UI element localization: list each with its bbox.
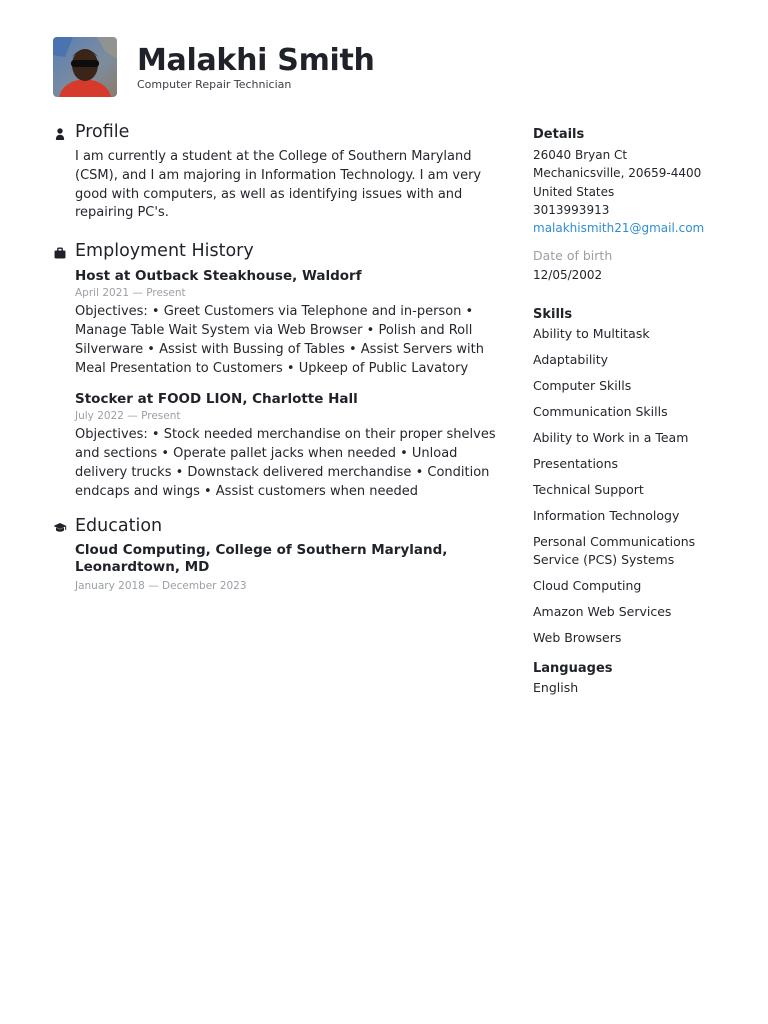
employment-heading: [53, 241, 508, 267]
skill-item: Ability to Work in a Team: [533, 429, 689, 445]
profile-summary: I am currently a student at the College of Southern Maryland (CSM), and I am majoring in Information Technology. I am very good with computers, as well as identifying issues with and repairing PC's.: [75, 149, 482, 221]
education-section: [53, 516, 508, 594]
employment-title: Employment History: [75, 241, 254, 262]
graduation-cap-icon: [53, 521, 67, 535]
skill-item: Personal Communications Service (PCS) Systems: [533, 533, 696, 567]
job-title: Stocker at FOOD LION, Charlotte Hall: [75, 391, 358, 408]
languages-section: [533, 659, 733, 697]
skill-item: Computer Skills: [533, 377, 632, 393]
briefcase-icon: [53, 246, 67, 260]
email-link[interactable]: malakhismith21@gmail.com: [533, 221, 705, 236]
skill-item: Ability to Multitask: [533, 325, 650, 341]
job-entry: [75, 390, 508, 501]
main-column: [53, 122, 508, 608]
language-item: English: [533, 679, 579, 695]
avatar: [53, 37, 117, 97]
skill-item: Technical Support: [533, 481, 644, 497]
languages-title: Languages: [533, 660, 613, 676]
education-entry: [75, 542, 508, 594]
profile-title: Profile: [75, 122, 130, 142]
candidate-name: Malakhi Smith: [137, 43, 375, 78]
job-description: Objectives: • Stock needed merchandise on their proper shelves and sections • Operate pallet jacks when needed • Unload delivery trucks • Downstack delivered merchandise • Condition endcaps and wings • Assist customers when needed: [75, 427, 496, 499]
education-heading: [53, 516, 508, 542]
person-icon: [53, 127, 67, 141]
skill-item: Amazon Web Services: [533, 603, 672, 619]
country: United States: [533, 184, 615, 199]
skill-item: Communication Skills: [533, 403, 668, 419]
skill-item: Web Browsers: [533, 629, 622, 645]
dob-value: 12/05/2002: [533, 268, 603, 283]
dob-label: Date of birth: [533, 248, 613, 264]
details-title: Details: [533, 127, 585, 142]
job-dates: July 2022 — Present: [75, 410, 181, 423]
skills-list: [533, 325, 733, 647]
skill-item: Presentations: [533, 455, 619, 471]
job-entry: [75, 267, 508, 378]
resume-header: [53, 37, 733, 97]
job-dates: April 2021 — Present: [75, 287, 186, 300]
skill-item: Information Technology: [533, 507, 680, 523]
education-degree: Cloud Computing, College of Southern Maryland, Leonardtown, MD: [75, 541, 448, 575]
details-section: [533, 125, 733, 285]
skill-item: Adaptability: [533, 351, 609, 367]
skills-title: Skills: [533, 306, 573, 322]
phone: 3013993913: [533, 202, 610, 217]
avatar-photo: [53, 37, 117, 97]
candidate-role: Computer Repair Technician: [137, 78, 292, 91]
sidebar: [533, 125, 733, 697]
profile-heading: [53, 122, 508, 148]
job-description: Objectives: • Greet Customers via Telephone and in-person • Manage Table Wait System via Web Browser • Polish and Roll Silverware • Assist with Bussing of Tables • Assist Servers with Meal Presentation to Customers • Upkeep of Public Lavatory: [75, 304, 484, 376]
address-line-1: 26040 Bryan Ct: [533, 148, 628, 162]
education-dates: January 2018 — December 2023: [75, 579, 247, 592]
education-title: Education: [75, 515, 163, 536]
address-line-2: Mechanicsville, 20659-4400: [533, 166, 702, 181]
skill-item: Cloud Computing: [533, 577, 642, 593]
skills-section: [533, 305, 733, 647]
employment-section: [53, 241, 508, 501]
job-title: Host at Outback Steakhouse, Waldorf: [75, 268, 362, 285]
profile-section: [53, 122, 508, 223]
